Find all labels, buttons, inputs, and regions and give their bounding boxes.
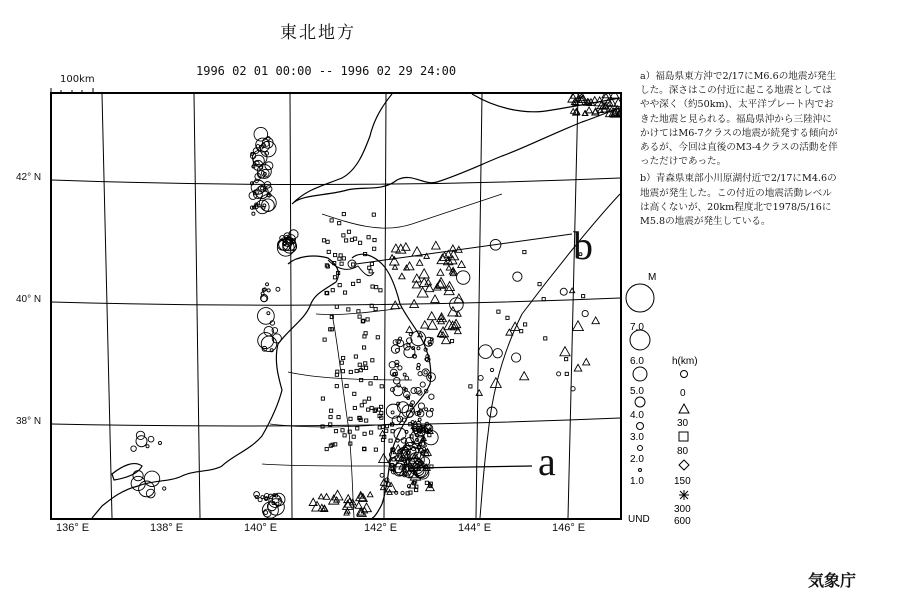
epicenter-symbol xyxy=(272,328,278,334)
epicenter-symbol xyxy=(356,427,359,430)
epicenter-symbol xyxy=(369,431,372,434)
epicenter-symbol xyxy=(432,241,441,249)
epicenter-symbol xyxy=(335,305,338,308)
epicenter-symbol xyxy=(358,315,361,318)
epicenter-symbol xyxy=(261,496,264,499)
legend-mag-circle-5 xyxy=(633,367,647,381)
epicenter-symbol xyxy=(479,345,493,359)
epicenter-symbol xyxy=(367,236,370,239)
lat-label-38: 38° N xyxy=(16,416,42,427)
callout-label-a: a xyxy=(538,439,556,484)
notes-panel xyxy=(640,70,840,232)
legend-depth-80: 80 xyxy=(677,446,689,457)
epicenter-symbol xyxy=(325,447,328,450)
epicenter-symbol xyxy=(264,511,268,515)
epicenter-symbol xyxy=(570,288,575,293)
epicenter-symbol xyxy=(406,326,413,332)
agency-footer: 気象庁 xyxy=(808,571,857,590)
epicenter-symbol xyxy=(394,428,406,440)
epicenter-symbol xyxy=(513,272,522,281)
lon-label-140: 140° E xyxy=(244,522,278,534)
period-text: 1996 02 01 00:00 -- 1996 02 29 24:00 xyxy=(196,64,457,78)
map-title: 東北地方 xyxy=(280,23,356,43)
epicenter-symbol xyxy=(337,416,340,419)
epicenter-symbol xyxy=(341,429,344,432)
epicenter-symbol xyxy=(323,494,329,500)
legend-depth-0: 0 xyxy=(680,388,686,399)
legend-mag-6: 6.0 xyxy=(630,356,644,367)
epicenter-symbol xyxy=(330,219,333,222)
legend-mag-circle-2 xyxy=(638,446,643,451)
epicenter-symbol xyxy=(372,213,375,216)
epicenter-symbol xyxy=(369,270,372,273)
scale-label: 100km xyxy=(60,74,95,85)
epicenter-symbol xyxy=(136,436,147,447)
epicenter-symbol xyxy=(417,363,420,366)
epicenter-symbol xyxy=(266,283,269,286)
epicenter-symbol xyxy=(341,370,344,373)
epicenter-symbol xyxy=(338,284,341,287)
legend-depth-square-icon xyxy=(679,432,688,441)
epicenter-symbol xyxy=(573,321,584,331)
epicenter-symbol xyxy=(359,241,362,244)
epicenter-symbol xyxy=(364,362,367,365)
legend-depth-asterisk-icon xyxy=(679,490,689,500)
epicenter-symbol xyxy=(429,394,434,399)
epicenter-symbol xyxy=(331,289,334,292)
epicenter-symbol xyxy=(574,364,582,371)
epicenter-symbol xyxy=(524,323,527,326)
epicenter-symbol xyxy=(490,368,493,371)
epicenter-symbol xyxy=(478,375,483,380)
epicenter-symbol xyxy=(158,441,161,444)
legend-mag-1: 1.0 xyxy=(630,476,644,487)
callout-line-b xyxy=(356,234,572,264)
epicenter-symbol xyxy=(399,273,405,279)
epicenter-symbol xyxy=(373,247,376,250)
legend-mag-circle-4 xyxy=(635,397,645,407)
epicenter-symbol xyxy=(538,283,541,286)
epicenter-symbol xyxy=(450,298,464,312)
epicenter-symbol xyxy=(450,339,453,342)
epicenter-symbol xyxy=(425,481,428,484)
epicenter-symbol xyxy=(560,288,567,295)
epicenter-symbol xyxy=(374,307,377,310)
epicenter-symbol xyxy=(437,269,444,275)
epicenter-symbol xyxy=(342,234,345,237)
epicenter-symbol xyxy=(267,312,270,315)
epicenter-symbol xyxy=(557,372,561,376)
epicenter-symbol xyxy=(133,471,143,481)
epicenter-symbol xyxy=(321,397,324,400)
epicenter-symbol xyxy=(144,471,159,486)
epicenter-symbol xyxy=(349,417,352,420)
epicenter-symbol xyxy=(506,329,513,335)
hokkaido-coast xyxy=(292,94,620,204)
epicenter-symbol xyxy=(418,418,421,421)
epicenter-symbol xyxy=(357,310,360,313)
epicenter-symbol xyxy=(422,369,429,376)
epicenter-symbol xyxy=(415,488,418,491)
epicenter-symbol xyxy=(419,269,429,278)
epicenter-symbol xyxy=(385,429,388,432)
legend-mag-circle-1 xyxy=(639,469,642,472)
legend-depth-600: 600 xyxy=(674,516,691,527)
legend-depth-triangle-icon xyxy=(679,404,689,413)
epicenter-symbol xyxy=(391,301,399,309)
lon-label-144: 144° E xyxy=(458,522,492,534)
epicenter-symbol xyxy=(338,222,341,225)
epicenter-symbol xyxy=(420,382,425,387)
epicenter-symbol xyxy=(424,371,427,374)
epicenter-symbol xyxy=(254,127,268,141)
epicenter-symbol xyxy=(425,279,431,285)
epicenter-symbol xyxy=(431,295,439,303)
epicenter-symbol xyxy=(363,400,366,403)
callout-label-b: b xyxy=(573,223,593,268)
epicenter-symbol xyxy=(373,238,376,241)
epicenter-symbol xyxy=(376,336,379,339)
epicenter-symbol xyxy=(340,361,343,364)
epicenter-symbol xyxy=(416,260,422,266)
epicenter-symbol xyxy=(364,366,367,369)
legend-mag-circle-7 xyxy=(626,284,654,312)
epicenter-symbol xyxy=(353,392,356,395)
epicenter-symbol xyxy=(146,445,149,448)
legend-mag-circle-3 xyxy=(637,423,644,430)
legend-mag-5: 5.0 xyxy=(630,386,644,397)
epicenter-symbol xyxy=(520,330,523,333)
note-b: b）青森県東部小川原湖付近で2/17にM4.6の地震が発生した。この付近の地震活動レベルは高くないが、20km程度北で1978/5/16にM5.8の地震が発生している。 xyxy=(640,173,837,228)
epicenter-symbol xyxy=(389,439,392,442)
epicenter-symbol xyxy=(523,250,526,253)
epicenter-symbol xyxy=(511,353,520,362)
epicenter-symbol xyxy=(329,415,332,418)
lon-label-146: 146° E xyxy=(552,522,586,534)
epicenter-symbol xyxy=(371,285,374,288)
epicenter-symbol xyxy=(586,107,593,113)
epicenter-symbol xyxy=(457,271,470,284)
epicenter-symbol xyxy=(369,382,372,385)
epicenter-symbol xyxy=(322,239,325,242)
prefecture-boundaries xyxy=(262,194,502,518)
epicenter-symbol xyxy=(342,356,345,359)
epicenter-symbol xyxy=(326,240,329,243)
legend-depth-title: h(km) xyxy=(672,356,698,367)
epicenter-symbol xyxy=(360,404,363,407)
epicenter-symbol xyxy=(391,411,394,414)
epicenter-symbol xyxy=(354,355,357,358)
epicenter-symbol xyxy=(340,262,343,265)
epicenter-symbol xyxy=(338,257,341,260)
epicenter-symbol xyxy=(458,261,466,268)
lat-label-42: 42° N xyxy=(16,172,42,183)
lat-label-40: 40° N xyxy=(16,294,42,305)
epicenter-symbol xyxy=(374,448,377,451)
legend-depth-150: 150 xyxy=(674,476,691,487)
legend-magnitude-title: M xyxy=(648,272,657,283)
epicenter-symbol xyxy=(347,230,350,233)
epicenter-symbol xyxy=(345,384,348,387)
epicenter-symbol xyxy=(366,318,369,321)
epicenter-symbol xyxy=(476,390,482,396)
epicenter-symbol xyxy=(417,347,420,350)
epicenter-symbol xyxy=(258,308,275,325)
epicenter-symbol xyxy=(261,296,267,302)
epicenter-symbol xyxy=(565,358,568,361)
epicenter-symbol xyxy=(487,407,497,417)
epicenter-symbol xyxy=(421,321,429,328)
epicenter-symbol xyxy=(342,212,345,215)
lon-label-138: 138° E xyxy=(150,522,184,534)
epicenter-symbol xyxy=(357,279,360,282)
epicenter-symbol xyxy=(418,372,422,376)
epicenter-symbol xyxy=(323,338,326,341)
legend-mag-4: 4.0 xyxy=(630,410,644,421)
epicenter-symbol xyxy=(542,297,545,300)
epicenter-symbol xyxy=(506,316,509,319)
legend-depth-circle-icon xyxy=(681,371,688,378)
epicenter-symbol xyxy=(493,349,502,358)
epicenter-symbol xyxy=(401,491,404,494)
epicenter-symbol xyxy=(131,446,136,451)
legend-mag-2: 2.0 xyxy=(630,454,644,465)
epicenter-symbol xyxy=(425,408,428,411)
epicenter-symbol xyxy=(352,435,355,438)
epicenter-symbol xyxy=(391,430,394,433)
epicenter-symbol xyxy=(411,388,417,394)
lon-label-136: 136° E xyxy=(56,522,90,534)
epicenter-symbol xyxy=(163,487,166,490)
epicenter-symbol xyxy=(362,346,365,349)
legend-depth-30: 30 xyxy=(677,418,689,429)
epicenter-symbol xyxy=(329,409,332,412)
epicenter-symbol xyxy=(379,289,382,292)
epicenter-symbol xyxy=(355,369,358,372)
epicenter-symbol xyxy=(370,262,373,265)
epicenter-symbol xyxy=(405,376,409,380)
epicenter-symbol xyxy=(367,492,373,497)
epicenter-symbol xyxy=(309,498,317,505)
epicenter-symbol xyxy=(333,253,336,256)
epicenter-symbol xyxy=(565,372,568,375)
epicenter-symbol xyxy=(261,187,264,190)
legend-mag-circle-6 xyxy=(630,330,650,350)
epicenter-symbol xyxy=(267,289,270,292)
epicenter-symbol xyxy=(353,406,356,409)
epicenter-symbol xyxy=(367,397,370,400)
graticule xyxy=(52,94,620,518)
epicenter-symbol xyxy=(347,308,350,311)
epicenter-symbol xyxy=(428,434,431,437)
epicenter-symbol xyxy=(380,385,383,388)
epicenter-symbol xyxy=(318,494,324,499)
epicenter-symbol xyxy=(352,263,355,266)
epicenter-symbol xyxy=(446,265,451,270)
epicenter-symbol xyxy=(402,243,410,251)
legend-mag-und: UND xyxy=(628,514,650,525)
epicenter-symbol xyxy=(276,287,280,291)
epicenter-symbol xyxy=(380,473,384,477)
epicenter-symbol xyxy=(469,385,472,388)
epicenter-symbol xyxy=(417,367,420,370)
epicenter-symbol xyxy=(368,266,371,269)
epicenter-symbol xyxy=(148,436,154,442)
epicenter-symbol xyxy=(403,373,406,376)
legend xyxy=(624,272,716,532)
epicenter-symbol xyxy=(252,212,255,215)
epicenter-symbol xyxy=(375,286,378,289)
epicenter-symbol xyxy=(343,291,346,294)
epicenter-symbol xyxy=(582,310,588,316)
epicenter-symbol xyxy=(351,282,354,285)
epicenter-symbol xyxy=(333,276,336,279)
epicenter-symbol xyxy=(254,492,260,498)
epicenter-symbol xyxy=(497,310,500,313)
epicenter-symbol xyxy=(544,337,547,340)
epicenter-symbol xyxy=(146,489,155,498)
note-a: a）福島県東方沖で2/17にM6.6の地震が発生した。深さはこの付近に起こる地震としてはやや深く（約50km)、太平洋プレート内でおきた地震と見られる。福島県沖から三陸沖にかけてはM6-7クラスの地震が続発する傾向があるが、今回は直後のM3-4クラスの活動を伴っただけであった。 xyxy=(640,71,838,168)
epicenter-symbol xyxy=(345,239,348,242)
epicenter-symbol xyxy=(327,250,330,253)
epicenter-symbol xyxy=(437,313,447,322)
lon-label-142: 142° E xyxy=(364,522,398,534)
epicenter-symbol xyxy=(136,431,144,439)
legend-mag-7: 7.0 xyxy=(630,322,644,333)
epicenter-symbol xyxy=(520,372,529,380)
epicenter-symbol xyxy=(393,377,400,384)
legend-mag-3: 3.0 xyxy=(630,432,644,443)
epicenter-symbol xyxy=(427,312,436,320)
epicenter-symbol xyxy=(418,403,424,409)
epicenter-symbol xyxy=(591,97,598,103)
epicenter-symbol xyxy=(365,419,368,422)
epicenter-symbol xyxy=(379,454,389,463)
epicenter-symbol xyxy=(335,385,338,388)
honshu-west-coast xyxy=(92,256,338,518)
legend-depth-300: 300 xyxy=(674,504,691,515)
epicenter-symbol xyxy=(430,408,433,411)
epicenter-symbol xyxy=(560,347,570,356)
epicenter-symbol xyxy=(404,347,415,358)
epicenter-symbol xyxy=(367,408,370,411)
legend-depth-diamond-icon xyxy=(679,460,689,470)
seismicity-map xyxy=(50,92,622,520)
epicenter-symbol xyxy=(583,358,590,364)
epicenter-symbol xyxy=(371,359,374,362)
epicenter-symbol xyxy=(349,370,352,373)
epicenter-symbol xyxy=(592,317,599,324)
epicenter-symbol xyxy=(343,434,346,437)
epicenter-symbol xyxy=(334,430,337,433)
epicenter-symbol xyxy=(582,295,585,298)
epicenter-symbol xyxy=(261,336,276,351)
epicenter-symbol xyxy=(363,432,366,435)
